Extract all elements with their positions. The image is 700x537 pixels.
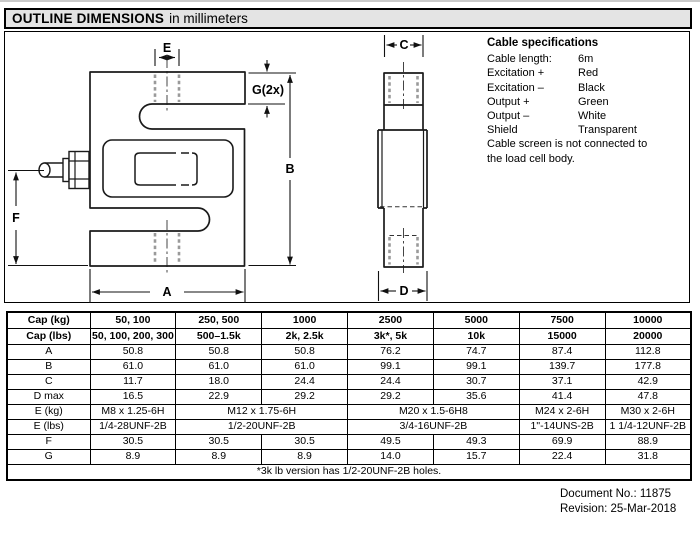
cell: 8.9 <box>176 450 262 465</box>
cable-spec-row <box>487 123 661 137</box>
cell: 2k, 2.5k <box>262 329 348 345</box>
cell: 7500 <box>519 312 605 329</box>
cell: 10k <box>433 329 519 345</box>
cell: M8 x 1.25-6H <box>90 405 176 420</box>
cable-spec-value: Red <box>578 67 599 80</box>
cell: 50, 100 <box>90 312 176 329</box>
cell: M24 x 2-6H <box>519 405 605 420</box>
cable-spec-label: Output + <box>487 95 530 108</box>
revision-date: Revision: 25-Mar-2018 <box>560 502 677 515</box>
cell: 8.9 <box>262 450 348 465</box>
page-title: OUTLINE DIMENSIONS <box>12 11 165 26</box>
row-label: Cap (kg) <box>7 312 90 329</box>
cable-connector <box>39 152 89 189</box>
cell: 8.9 <box>90 450 176 465</box>
cell: 41.4 <box>519 390 605 405</box>
cable-specs-title: Cable specifications <box>487 37 599 49</box>
table-row <box>7 435 691 450</box>
cell: 10000 <box>605 312 691 329</box>
page-title-subtitle: in millimeters <box>169 11 248 26</box>
cell: 3k*, 5k <box>348 329 434 345</box>
cell: 88.9 <box>605 435 691 450</box>
cell: M20 x 1.5-6H8 <box>348 405 520 420</box>
cell: 1/4-28UNF-2B <box>90 420 176 435</box>
cell: 30.5 <box>176 435 262 450</box>
cell: M12 x 1.75-6H <box>176 405 348 420</box>
cell: 87.4 <box>519 345 605 360</box>
cable-spec-label: Shield <box>487 124 518 137</box>
cell: 50.8 <box>90 345 176 360</box>
cell: 112.8 <box>605 345 691 360</box>
cell: M30 x 2-6H <box>605 405 691 420</box>
dim-label-b: B <box>285 161 295 176</box>
table-footnote: *3k lb version has 1/2-20UNF-2B holes. <box>7 465 691 481</box>
cable-spec-value: Transparent <box>578 124 637 137</box>
cell: 24.4 <box>348 375 434 390</box>
cable-note: Cable screen is not connected to the load cell body. <box>487 138 648 165</box>
inner-hole-dashed-edges <box>168 153 192 185</box>
row-label: G <box>7 450 90 465</box>
cable-spec-row <box>487 81 661 95</box>
dim-label-f: F <box>12 210 20 225</box>
cable-spec-value: 6m <box>578 53 594 66</box>
cell: 47.8 <box>605 390 691 405</box>
row-label: D max <box>7 390 90 405</box>
cable-spec-label: Cable length: <box>487 53 552 66</box>
cable-spec-value: Green <box>578 95 609 108</box>
cell: 49.5 <box>348 435 434 450</box>
cell: 69.9 <box>519 435 605 450</box>
cell: 50.8 <box>176 345 262 360</box>
cell: 42.9 <box>605 375 691 390</box>
cable-spec-value: White <box>578 110 607 123</box>
cell: 61.0 <box>90 360 176 375</box>
cell: 24.4 <box>262 375 348 390</box>
cell: 1000 <box>262 312 348 329</box>
side-view <box>378 73 427 267</box>
cell: 31.8 <box>605 450 691 465</box>
row-label: A <box>7 345 90 360</box>
row-label: Cap (lbs) <box>7 329 90 345</box>
cell: 18.0 <box>176 375 262 390</box>
cell: 20000 <box>605 329 691 345</box>
table-row <box>7 465 691 481</box>
cell: 29.2 <box>348 390 434 405</box>
cell: 1"-14UNS-2B <box>519 420 605 435</box>
cable-spec-value: Black <box>578 81 605 94</box>
cell: 3/4-16UNF-2B <box>348 420 520 435</box>
row-label: B <box>7 360 90 375</box>
cable-spec-label: Excitation – <box>487 81 544 94</box>
cell: 500–1.5k <box>176 329 262 345</box>
cable-spec-row <box>487 52 661 66</box>
cell: 30.5 <box>90 435 176 450</box>
cell: 49.3 <box>433 435 519 450</box>
cell: 1 1/4-12UNF-2B <box>605 420 691 435</box>
cell: 250, 500 <box>176 312 262 329</box>
row-label: C <box>7 375 90 390</box>
dim-label-e: E <box>162 40 172 55</box>
cell: 99.1 <box>348 360 434 375</box>
cable-specs-panel <box>487 36 661 166</box>
dim-label-a: A <box>162 284 172 299</box>
cell: 15.7 <box>433 450 519 465</box>
cell: 29.2 <box>262 390 348 405</box>
cell: 76.2 <box>348 345 434 360</box>
cell: 1/2-20UNF-2B <box>176 420 348 435</box>
table-row <box>7 329 691 345</box>
cell: 139.7 <box>519 360 605 375</box>
cable-spec-row <box>487 95 661 109</box>
row-label: E (lbs) <box>7 420 90 435</box>
cell: 177.8 <box>605 360 691 375</box>
cell: 50.8 <box>262 345 348 360</box>
cell: 15000 <box>519 329 605 345</box>
dim-label-d: D <box>399 283 409 298</box>
cell: 37.1 <box>519 375 605 390</box>
row-label: F <box>7 435 90 450</box>
cell: 35.6 <box>433 390 519 405</box>
cell: 61.0 <box>262 360 348 375</box>
dim-label-g: G(2x) <box>252 82 284 97</box>
cell: 30.5 <box>262 435 348 450</box>
row-label: E (kg) <box>7 405 90 420</box>
cell: 61.0 <box>176 360 262 375</box>
cell: 99.1 <box>433 360 519 375</box>
cell: 74.7 <box>433 345 519 360</box>
cell: 2500 <box>348 312 434 329</box>
cable-spec-label: Output – <box>487 110 530 123</box>
cable-spec-label: Excitation + <box>487 67 545 80</box>
document-info <box>560 487 676 516</box>
table-row <box>7 405 691 420</box>
table-row <box>7 345 691 360</box>
table-row <box>7 375 691 390</box>
hidden-edges <box>380 207 425 236</box>
cable-spec-row <box>487 66 661 80</box>
cell: 22.4 <box>519 450 605 465</box>
dimensions-table <box>6 311 692 481</box>
cell: 30.7 <box>433 375 519 390</box>
cable-spec-row <box>487 109 661 123</box>
document-number: Document No.: 11875 <box>560 488 672 500</box>
cell: 22.9 <box>176 390 262 405</box>
cell: 16.5 <box>90 390 176 405</box>
table-row <box>7 450 691 465</box>
cell: 5000 <box>433 312 519 329</box>
cell: 50, 100, 200, 300 <box>90 329 176 345</box>
table-row <box>7 420 691 435</box>
table-row <box>7 312 691 329</box>
cell: 14.0 <box>348 450 434 465</box>
cell: 11.7 <box>90 375 176 390</box>
dim-label-c: C <box>399 37 409 52</box>
table-row <box>7 360 691 375</box>
table-row <box>7 390 691 405</box>
